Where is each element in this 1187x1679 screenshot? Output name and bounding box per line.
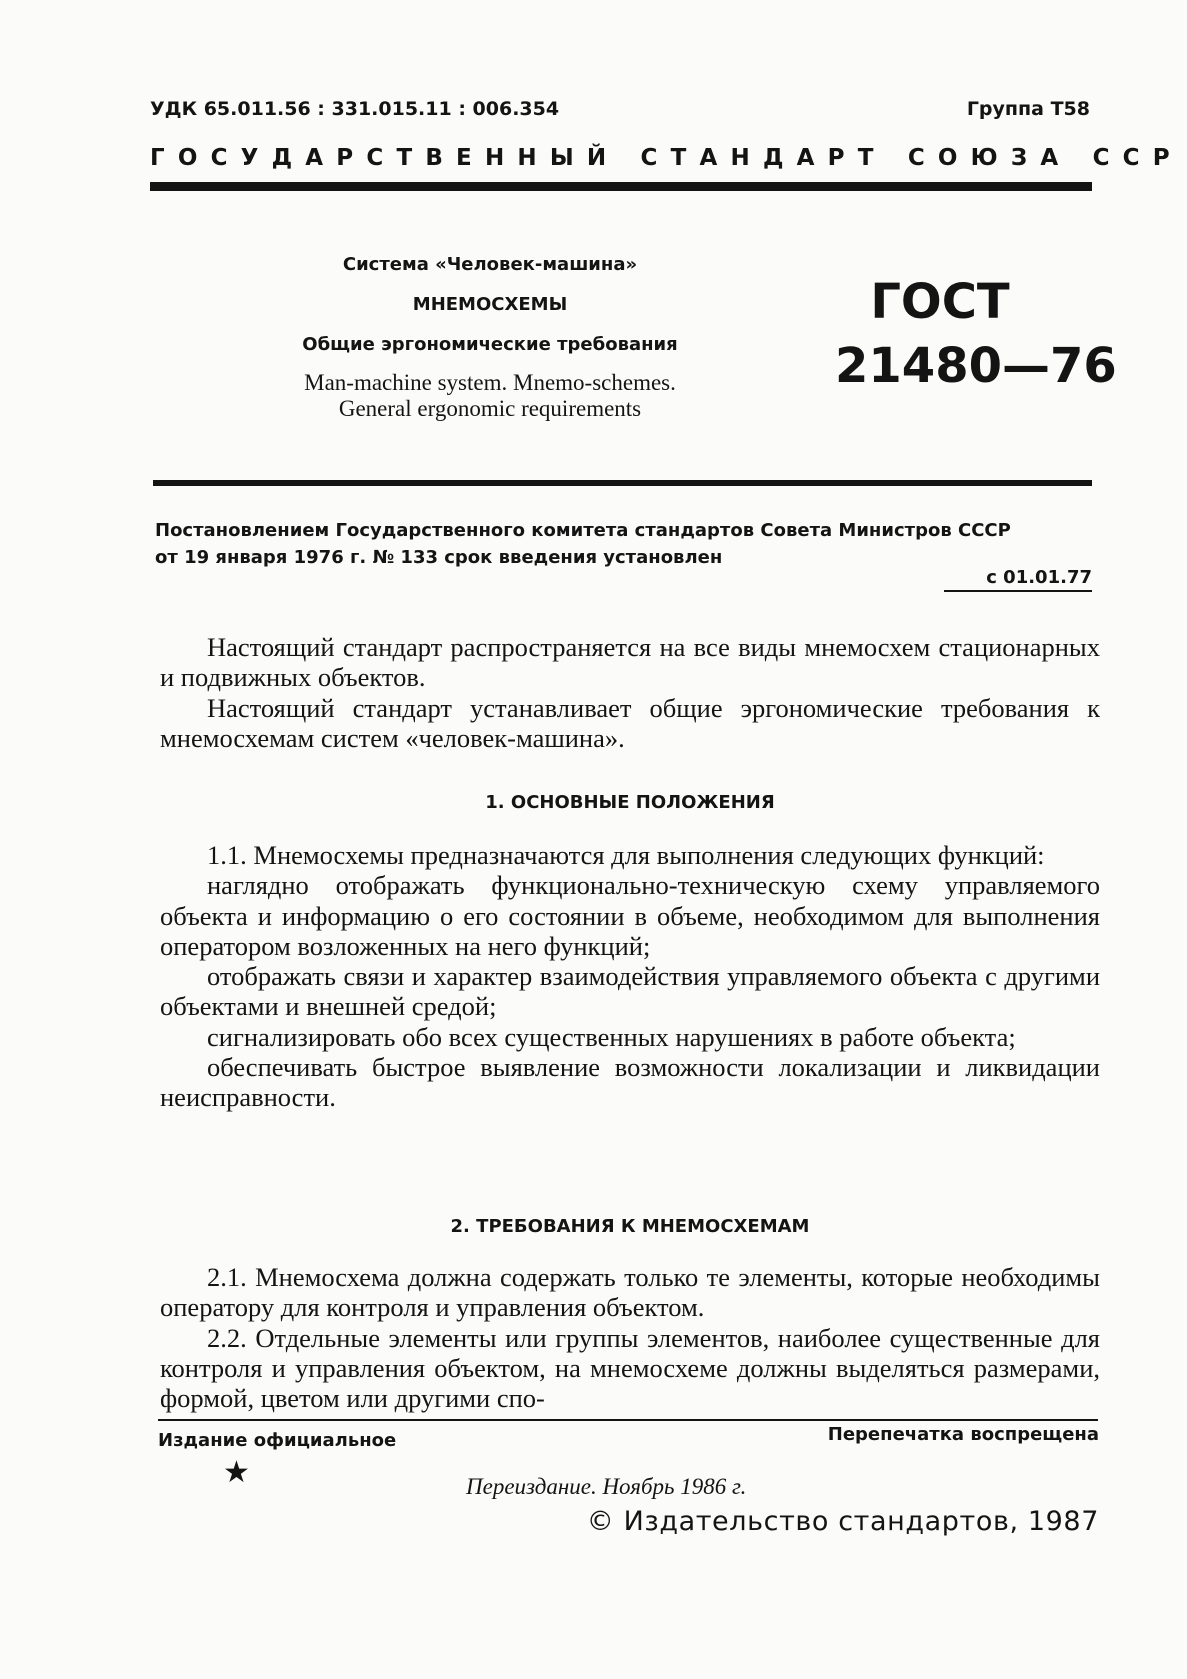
- effective-date: с 01.01.77: [986, 567, 1092, 588]
- section1-paragraph: отображать связи и характер взаимодействия управляемого объекта с другими объектами и внешней средой;: [160, 961, 1100, 1022]
- mnemo-title: МНЕМОСХЕМЫ: [412, 294, 568, 315]
- top-rule: [150, 182, 1092, 191]
- reissue-note: Переиздание. Ноябрь 1986 г.: [466, 1474, 747, 1499]
- gost-number: 21480—76: [835, 338, 1117, 394]
- star-icon: ★: [223, 1455, 250, 1490]
- section1-paragraph: сигнализировать обо всех существенных нарушениях в работе объекта;: [207, 1021, 1016, 1052]
- group-code: Группа Т58: [966, 98, 1090, 120]
- decree-line1: Постановлением Государственного комитета стандартов Совета Министров СССР: [155, 520, 1011, 541]
- bottom-rule: [158, 1419, 1098, 1421]
- official-edition: Издание официальное: [158, 1430, 397, 1451]
- intro-section: [160, 632, 1100, 753]
- intro-paragraph: Настоящий стандарт устанавливает общие эргономические требования к мнемосхемам систем «человек-машина».: [160, 692, 1100, 753]
- effective-date-underline: [944, 590, 1092, 592]
- section1-paragraph: наглядно отображать функционально-техническую схему управляемого объекта и информацию о его состоянии в объеме, необходимом для выполнения оператором возложенных на него функций;: [160, 870, 1100, 961]
- section1-heading: 1. ОСНОВНЫЕ ПОЛОЖЕНИЯ: [485, 792, 775, 813]
- state-standard-banner: ГОСУДАРСТВЕННЫЙ СТАНДАРТ СОЮЗА ССР: [150, 145, 1183, 171]
- section1-paragraph: 1.1. Мнемосхемы предназначаются для выполнения следующих функций:: [207, 840, 1045, 870]
- ergonomic-subtitle: Общие эргономические требования: [302, 334, 678, 355]
- section1-body: [160, 840, 1100, 1113]
- publisher-copyright: © Издательство стандартов, 1987: [586, 1506, 1099, 1537]
- udk-code: УДК 65.011.56 : 331.015.11 : 006.354: [150, 98, 560, 120]
- section2-heading: 2. ТРЕБОВАНИЯ К МНЕМОСХЕМАМ: [450, 1216, 810, 1237]
- section2-body: [160, 1262, 1100, 1413]
- gost-label: ГОСТ: [870, 274, 1010, 330]
- section2-paragraph: 2.2. Отдельные элементы или группы элементов, наиболее существенные для контроля и управления объектом, на мнемосхеме должны выделяться размерами, формой, цветом или другими спо-: [160, 1322, 1100, 1414]
- english-title: [240, 370, 740, 422]
- intro-paragraph: Настоящий стандарт распространяется на все виды мнемосхем стационарных и подвижных объектов.: [160, 632, 1100, 693]
- decree-line2: от 19 января 1976 г. № 133 срок введения установлен: [155, 547, 723, 568]
- system-title: Система «Человек-машина»: [342, 254, 638, 275]
- section1-paragraph: обеспечивать быстрое выявление возможности локализации и ликвидации неисправности.: [160, 1052, 1100, 1113]
- section2-paragraph: 2.1. Мнемосхема должна содержать только те элементы, которые необходимы оператору для контроля и управления объектом.: [160, 1262, 1100, 1323]
- middle-rule: [153, 480, 1092, 486]
- english-title-line1: Man-machine system. Mnemo-schemes.: [304, 370, 676, 395]
- decree-text: [155, 517, 1011, 571]
- reprint-forbidden: Перепечатка воспрещена: [827, 1424, 1099, 1445]
- english-title-line2: General ergonomic requirements: [338, 396, 642, 421]
